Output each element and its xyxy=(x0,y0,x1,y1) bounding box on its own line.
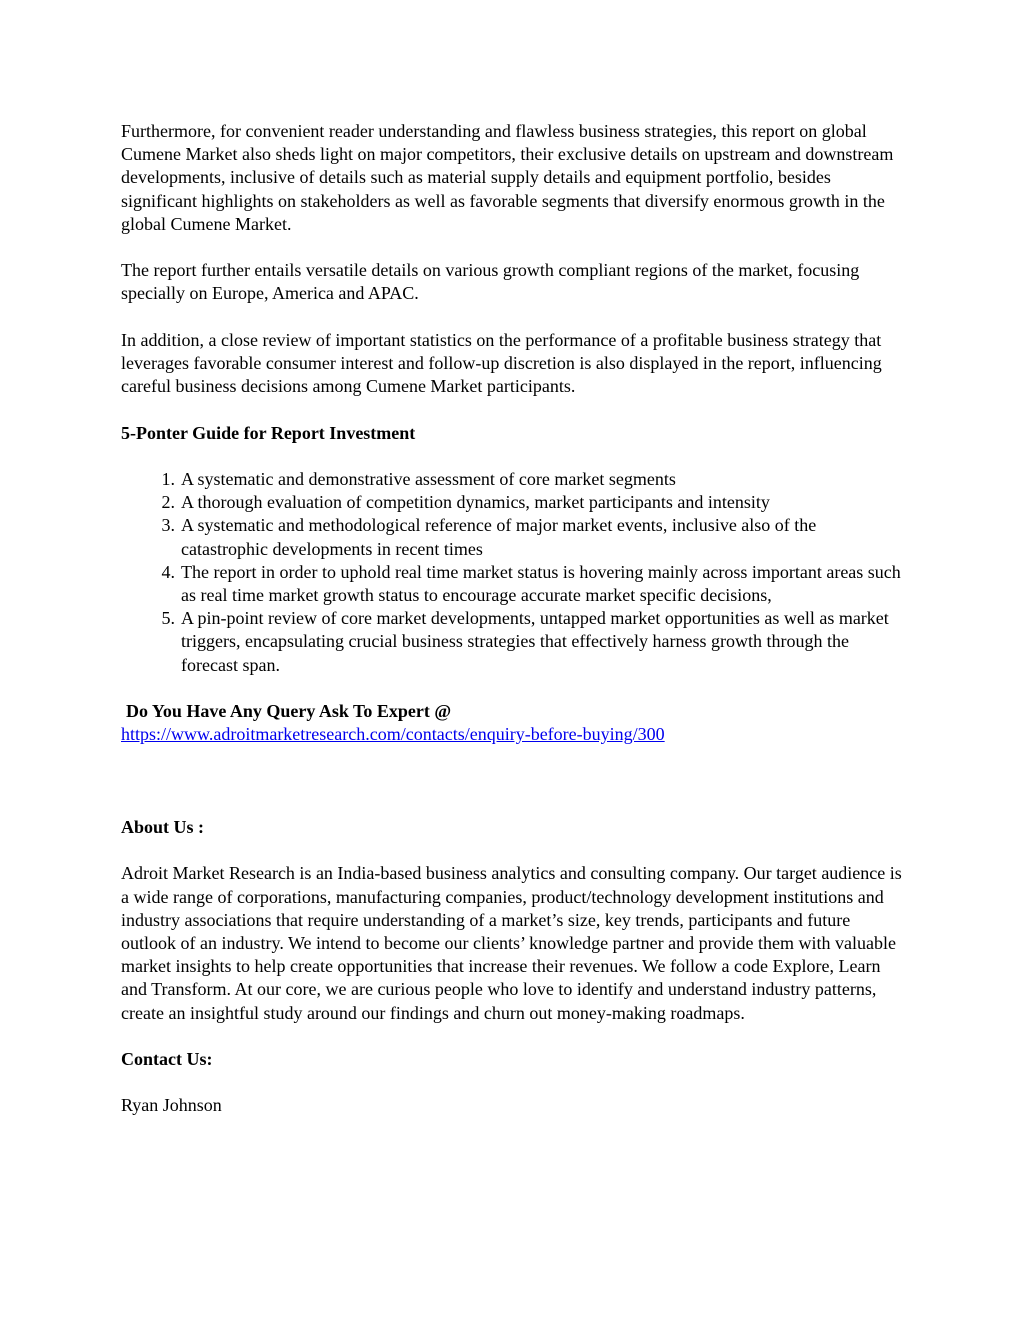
list-item-number: 3. xyxy=(161,515,175,536)
query-section xyxy=(121,700,906,746)
list-item xyxy=(161,468,906,491)
list-item-text: The report in order to uphold real time market status is hovering mainly across important areas such as real time market growth status to encourage accurate market specific decisions, xyxy=(181,561,901,605)
contact-name: Ryan Johnson xyxy=(121,1095,222,1116)
query-heading: Do You Have Any Query Ask To Expert @ xyxy=(126,701,452,721)
intro-paragraph-regions: The report further entails versatile details on various growth compliant regions of the market, focusing specially on Europe, America and APAC. xyxy=(121,260,860,304)
list-item xyxy=(161,491,906,514)
list-item xyxy=(161,607,906,677)
list-item-number: 2. xyxy=(161,492,175,513)
document-page xyxy=(121,120,906,1118)
list-item xyxy=(161,561,906,607)
list-item-text: A thorough evaluation of competition dynamics, market participants and intensity xyxy=(181,492,770,513)
about-heading: About Us : xyxy=(121,817,205,837)
guide-heading: 5-Ponter Guide for Report Investment xyxy=(121,422,416,443)
list-item-number: 1. xyxy=(161,468,175,489)
enquiry-link[interactable]: https://www.adroitmarketresearch.com/contacts/enquiry-before-buying/300 xyxy=(121,724,665,745)
guide-list xyxy=(121,468,906,677)
list-item-text: A pin-point review of core market developments, untapped market opportunities as well as market triggers, encapsulating crucial business strategies that effectively harness growth through the forecast span. xyxy=(181,608,889,675)
list-item-number: 5. xyxy=(161,608,175,629)
list-item-text: A systematic and methodological reference of major market events, inclusive also of the catastrophic developments in recent times xyxy=(181,515,817,559)
contact-heading: Contact Us: xyxy=(121,1049,213,1069)
intro-paragraph-competitors: Furthermore, for convenient reader understanding and flawless business strategies, this report on global Cumene Market also sheds light on major competitors, their exclusive details on upstream and downstream developments, inclusive of details such as material supply details and equipment portfolio, besides significant highlights on stakeholders as well as favorable segments that diversify enormous growth in the global Cumene Market. xyxy=(121,121,894,234)
about-paragraph: Adroit Market Research is an India-based business analytics and consulting company. Our target audience is a wide range of corporations, manufacturing companies, product/technology development institutions and industry associations that require understanding of a market’s size, key trends, participants and future outlook of an industry. We intend to become our clients’ knowledge partner and provide them with valuable market insights to help create opportunities that increase their revenues. We follow a code Explore, Learn and Transform. At our core, we are curious people who love to identify and understand industry patterns, create an insightful study around our findings and churn out money-making roadmaps. xyxy=(121,863,902,1023)
list-item-number: 4. xyxy=(161,561,175,582)
intro-paragraph-statistics: In addition, a close review of important statistics on the performance of a profitable business strategy that leverages favorable consumer interest and follow-up discretion is also displayed in the report, influencing careful business decisions among Cumene Market participants. xyxy=(121,329,882,397)
list-item xyxy=(161,514,906,560)
list-item-text: A systematic and demonstrative assessment of core market segments xyxy=(181,468,676,489)
